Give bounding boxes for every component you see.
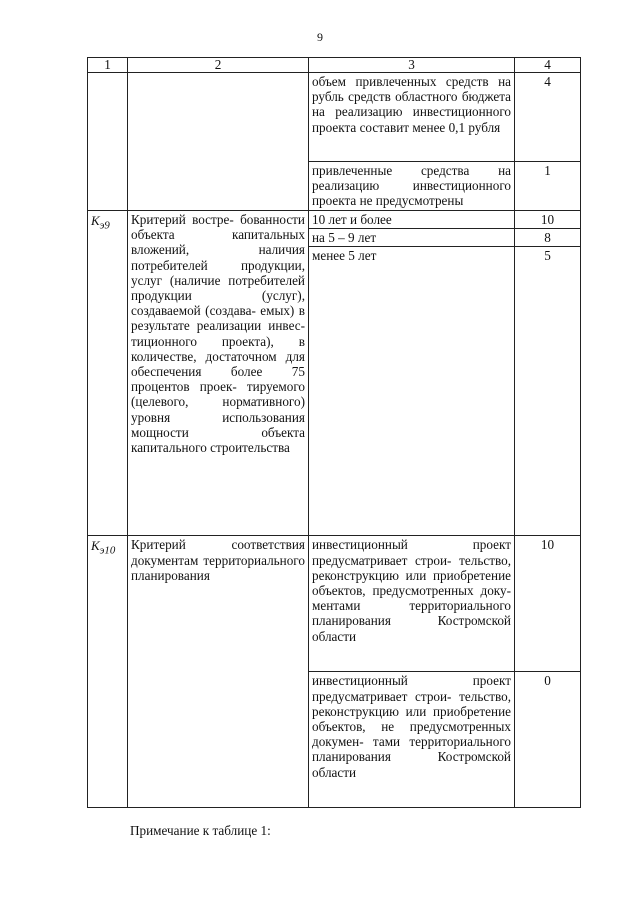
score-cell: 10 bbox=[515, 211, 581, 229]
score-cell: 4 bbox=[515, 73, 581, 162]
coefficient-symbol: $К_{э10}$ bbox=[88, 536, 128, 808]
table-row bbox=[88, 73, 581, 162]
header-col-3: 3 bbox=[309, 58, 515, 73]
condition-cell: привлеченные средства на реализацию инвестиционного проекта не предусмотрены bbox=[309, 162, 515, 211]
empty-cell bbox=[128, 73, 309, 211]
condition-cell: на 5 – 9 лет bbox=[309, 229, 515, 247]
table-row bbox=[88, 536, 581, 672]
header-col-1: 1 bbox=[88, 58, 128, 73]
page-number: 9 bbox=[317, 30, 323, 44]
condition-cell: инвестиционный проект предусматривает строи- тельство, реконструкцию или приобретение объектов, не предусмотренных докумен- тами территориального планирования Костромской области bbox=[309, 672, 515, 808]
score-cell: 5 bbox=[515, 247, 581, 536]
criteria-table bbox=[87, 57, 581, 808]
table-row bbox=[88, 211, 581, 229]
criterion-text: Критерий востре- бованности объекта капитальных вложений, наличия потребителей продукции, услуг (наличие потребителей продукции (услуг), создаваемой (создава- емых) в результате реализации инвес- тиционного проекта), в количестве, достаточном для обеспечения более 75 процентов проек- тируемого (целевого, нормативного) уровня использования мощности объекта капитального строительства bbox=[128, 211, 309, 536]
header-col-4: 4 bbox=[515, 58, 581, 73]
criterion-text: Критерий соответствия документам территориального планирования bbox=[128, 536, 309, 808]
score-cell: 10 bbox=[515, 536, 581, 672]
condition-cell: 10 лет и более bbox=[309, 211, 515, 229]
condition-cell: объем привлеченных средств на рубль средств областного бюджета на реализацию инвестиционного проекта составит менее 0,1 рубля bbox=[309, 73, 515, 162]
score-cell: 1 bbox=[515, 162, 581, 211]
table-note: Примечание к таблице 1: bbox=[130, 823, 271, 838]
header-col-2: 2 bbox=[128, 58, 309, 73]
table-header-row bbox=[88, 58, 581, 73]
score-cell: 8 bbox=[515, 229, 581, 247]
coefficient-symbol: $К_{э9}$ bbox=[88, 211, 128, 536]
score-cell: 0 bbox=[515, 672, 581, 808]
condition-cell: менее 5 лет bbox=[309, 247, 515, 536]
empty-cell bbox=[88, 73, 128, 211]
condition-cell: инвестиционный проект предусматривает строи- тельство, реконструкцию или приобретение объектов, предусмотренных доку- ментами территориального планирования Костромской области bbox=[309, 536, 515, 672]
